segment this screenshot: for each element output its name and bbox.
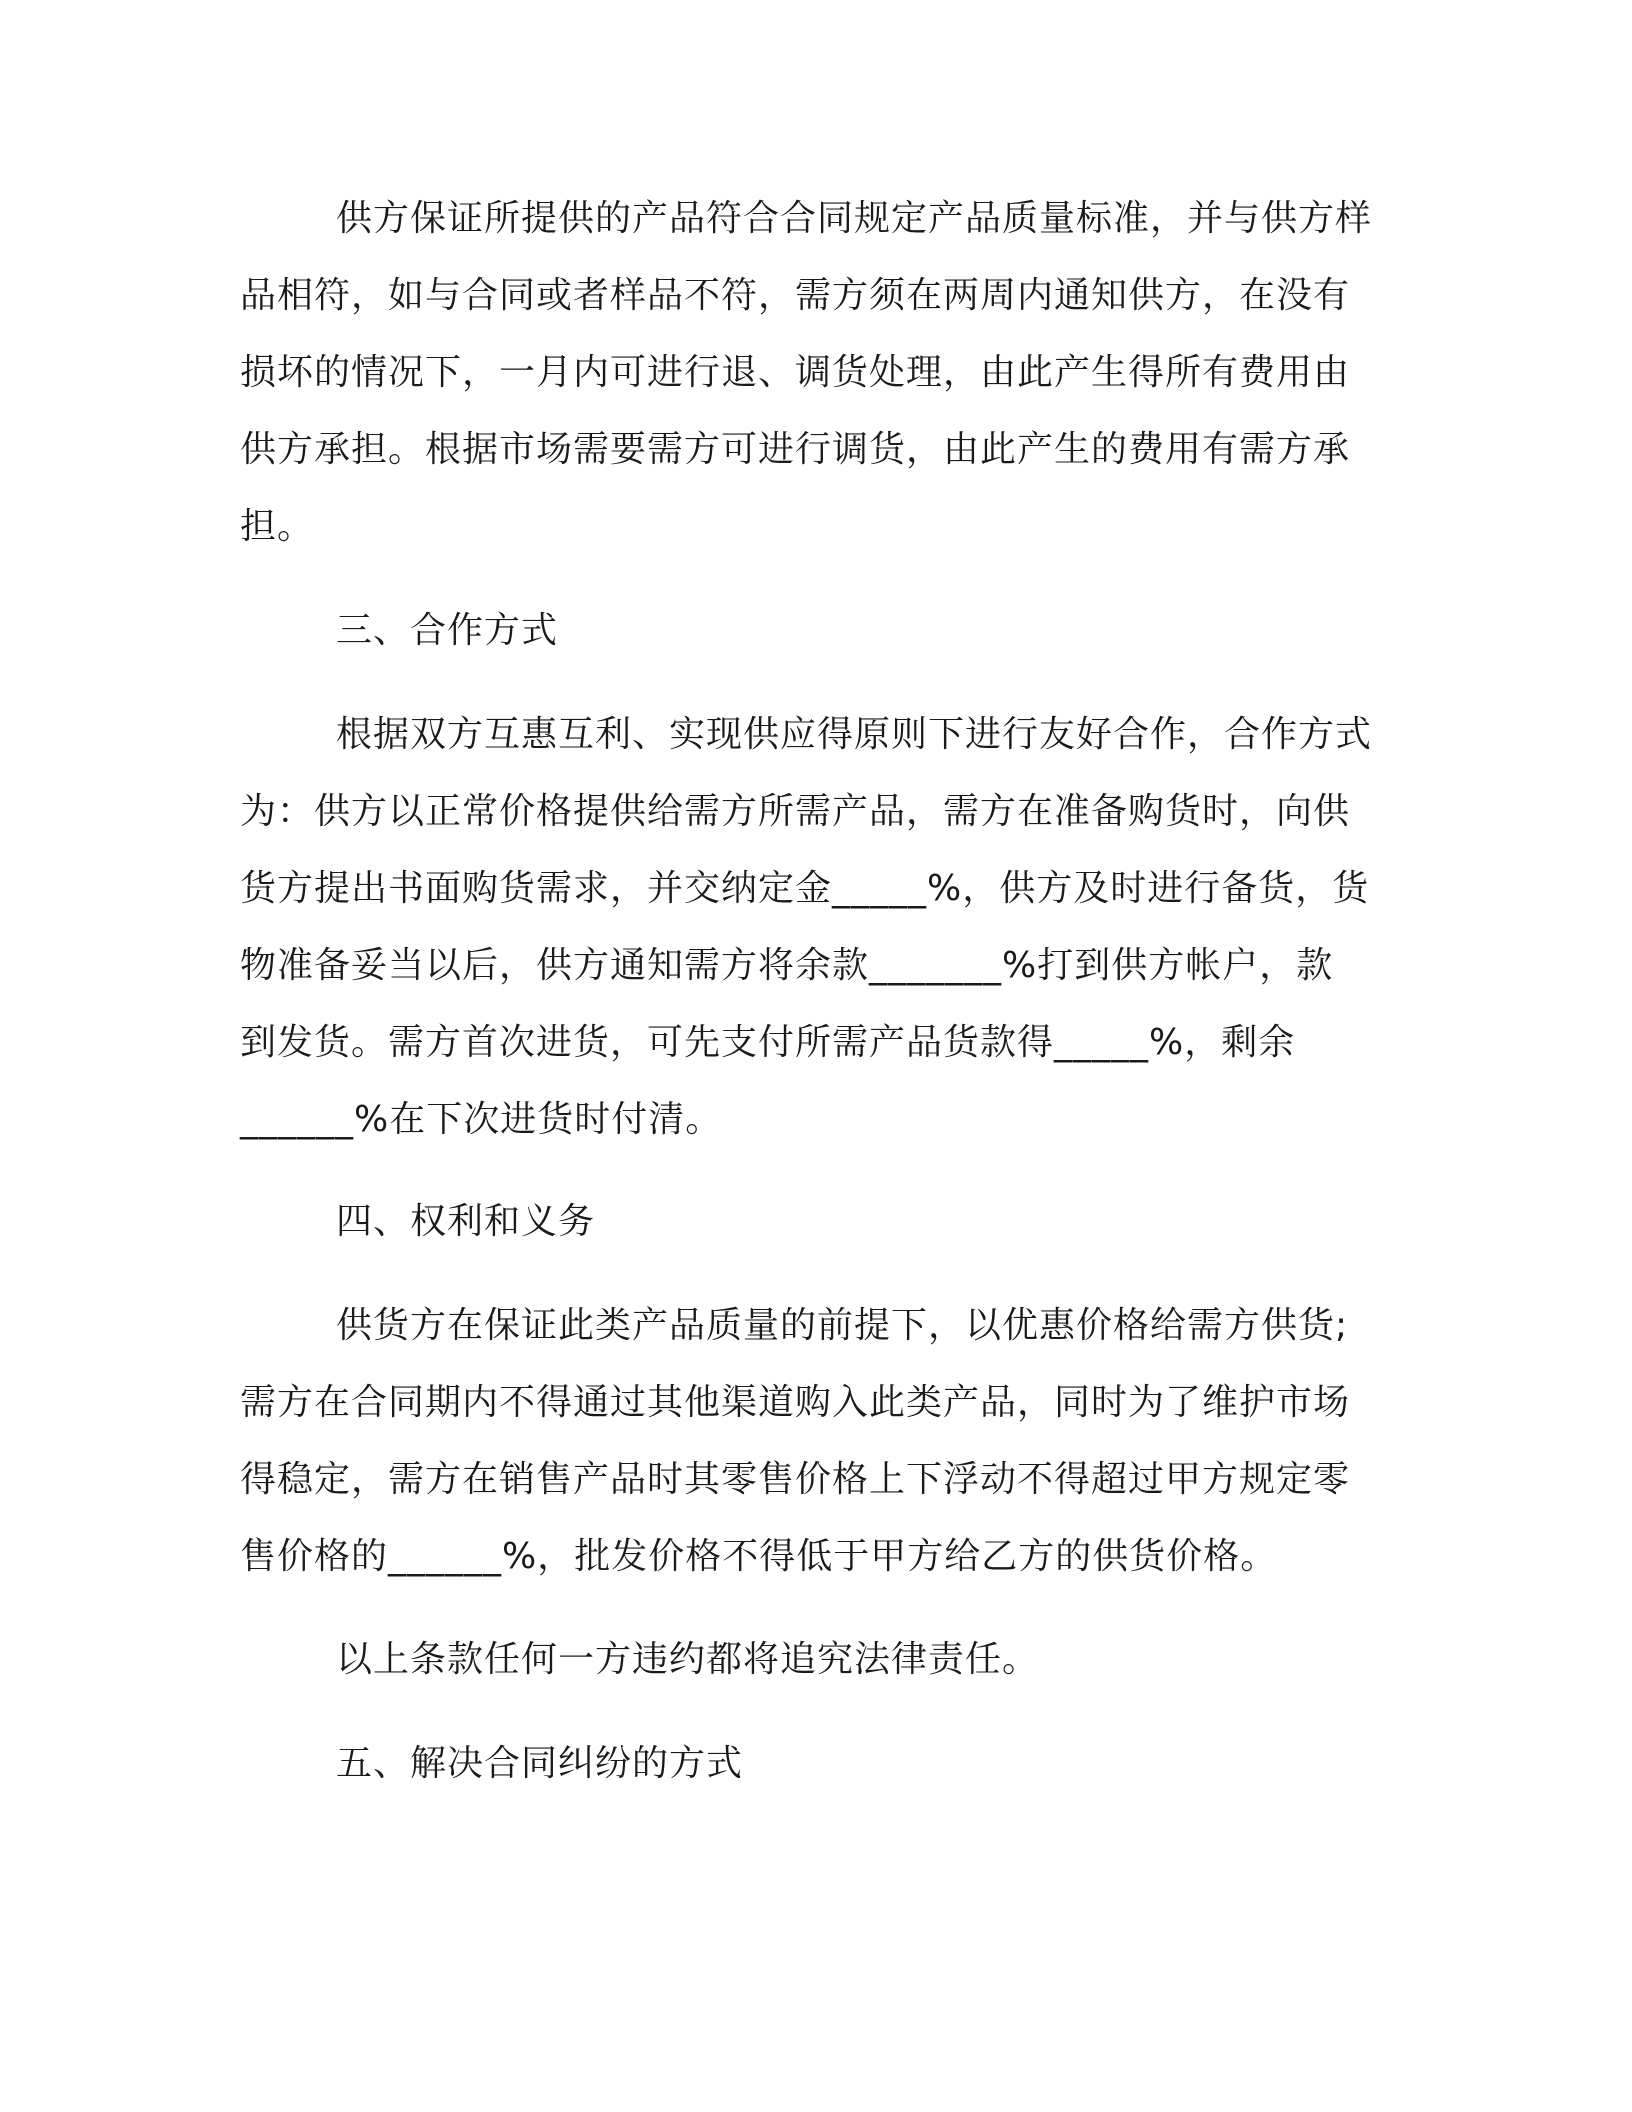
paragraph-cooperation-terms (240, 696, 1400, 1158)
paragraph-line: 损坏的情况下，一月内可进行退、调货处理，由此产生得所有费用由 (240, 352, 1351, 393)
section-heading-cooperation: 三、合作方式 (336, 610, 559, 651)
paragraph-liability-note (240, 1621, 1400, 1698)
paragraph-line: 供货方在保证此类产品质量的前提下，以优惠价格给需方供货; (336, 1305, 1349, 1346)
paragraph-line: 需方在合同期内不得通过其他渠道购入此类产品，同时为了维护市场 (240, 1382, 1351, 1423)
paragraph-product-quality (240, 180, 1400, 565)
paragraph-rights-obligations (240, 1287, 1400, 1595)
paragraph-line: 供方保证所提供的产品符合合同规定产品质量标准，并与供方样 (336, 198, 1373, 239)
paragraph-line: 根据双方互惠互利、实现供应得原则下进行友好合作，合作方式 (336, 714, 1373, 755)
paragraph-line: 供方承担。根据市场需要需方可进行调货，由此产生的费用有需方承 (240, 429, 1351, 470)
paragraph-line: 得稳定，需方在销售产品时其零售价格上下浮动不得超过甲方规定零 (240, 1459, 1351, 1500)
section-heading-rights-obligations: 四、权利和义务 (336, 1201, 596, 1242)
paragraph-line: 品相符，如与合同或者样品不符，需方须在两周内通知供方，在没有 (240, 275, 1351, 316)
paragraph-line: 货方提出书面购货需求，并交纳定金_____%，供方及时进行备货，货 (240, 868, 1370, 909)
paragraph-line: 担。 (240, 506, 315, 547)
paragraph-line: 物准备妥当以后，供方通知需方将余款_______%打到供方帐户，款 (240, 945, 1334, 986)
paragraph-line: 到发货。需方首次进货，可先支付所需产品货款得_____%，剩余 (240, 1022, 1296, 1063)
paragraph-line: 为：供方以正常价格提供给需方所需产品，需方在准备购货时，向供 (240, 791, 1351, 832)
section-heading-dispute-resolution: 五、解决合同纠纷的方式 (336, 1743, 744, 1784)
paragraph-line: 以上条款任何一方违约都将追究法律责任。 (336, 1639, 1040, 1680)
paragraph-line: ______%在下次进货时付清。 (240, 1099, 723, 1140)
paragraph-line: 售价格的______%，批发价格不得低于甲方给乙方的供货价格。 (240, 1536, 1278, 1577)
